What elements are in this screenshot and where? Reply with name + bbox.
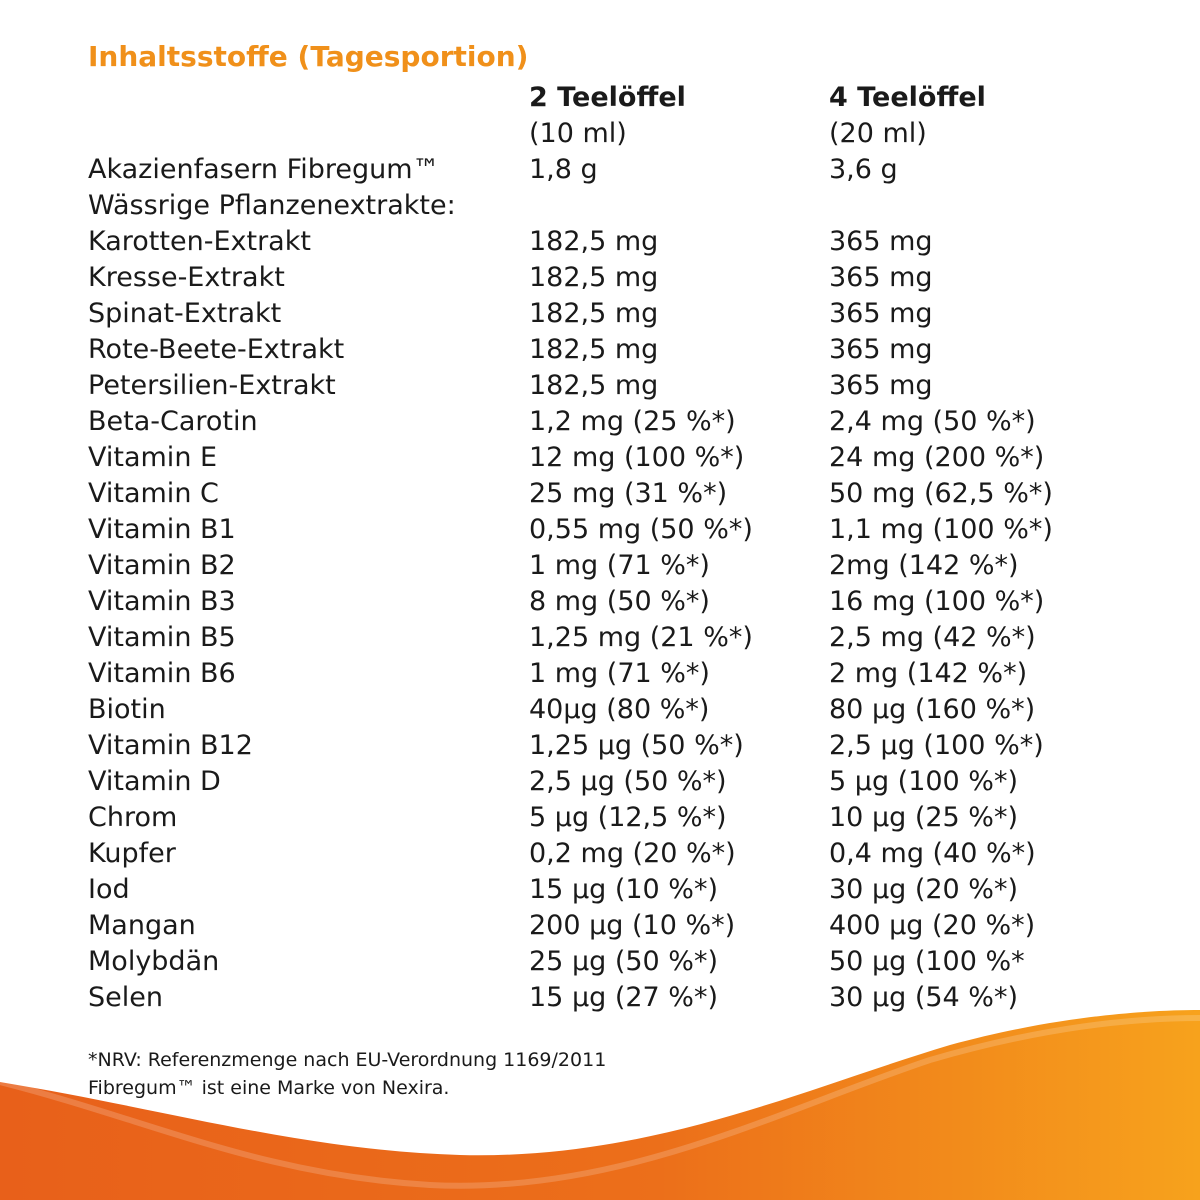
ingredient-name: Vitamin B5 [88, 622, 236, 653]
column-header-label: 2 Teelöffel [529, 82, 686, 113]
table-row [0, 476, 1200, 512]
ingredients-table [0, 152, 1200, 1016]
amount-4-teeloeffel: 30 µg (20 %*) [829, 874, 1018, 905]
ingredient-name: Molybdän [88, 946, 220, 977]
amount-4-teeloeffel: 10 µg (25 %*) [829, 802, 1018, 833]
amount-2-teeloeffel: 12 mg (100 %*) [529, 442, 745, 473]
amount-4-teeloeffel: 80 µg (160 %*) [829, 694, 1036, 725]
ingredient-name: Mangan [88, 910, 196, 941]
amount-2-teeloeffel: 1,2 mg (25 %*) [529, 406, 736, 437]
ingredient-name: Kresse-Extrakt [88, 262, 285, 293]
table-row [0, 440, 1200, 476]
amount-4-teeloeffel: 365 mg [829, 262, 933, 293]
amount-4-teeloeffel: 365 mg [829, 370, 933, 401]
table-row [0, 548, 1200, 584]
amount-2-teeloeffel: 15 µg (27 %*) [529, 982, 718, 1013]
table-row [0, 404, 1200, 440]
amount-4-teeloeffel: 2,5 mg (42 %*) [829, 622, 1036, 653]
amount-4-teeloeffel: 24 mg (200 %*) [829, 442, 1045, 473]
ingredient-name: Vitamin B2 [88, 550, 236, 581]
amount-2-teeloeffel: 182,5 mg [529, 370, 659, 401]
amount-4-teeloeffel: 30 µg (54 %*) [829, 982, 1018, 1013]
amount-2-teeloeffel: 8 mg (50 %*) [529, 586, 710, 617]
table-row [0, 368, 1200, 404]
amount-2-teeloeffel: 25 mg (31 %*) [529, 478, 728, 509]
ingredient-name: Spinat-Extrakt [88, 298, 282, 329]
amount-2-teeloeffel: 182,5 mg [529, 226, 659, 257]
table-row [0, 692, 1200, 728]
amount-2-teeloeffel: 0,55 mg (50 %*) [529, 514, 753, 545]
table-row [0, 332, 1200, 368]
amount-2-teeloeffel: 40µg (80 %*) [529, 694, 710, 725]
ingredient-name: Vitamin D [88, 766, 221, 797]
table-row [0, 296, 1200, 332]
amount-4-teeloeffel: 2mg (142 %*) [829, 550, 1019, 581]
amount-4-teeloeffel: 400 µg (20 %*) [829, 910, 1036, 941]
amount-4-teeloeffel: 16 mg (100 %*) [829, 586, 1045, 617]
amount-2-teeloeffel: 2,5 µg (50 %*) [529, 766, 727, 797]
amount-4-teeloeffel: 365 mg [829, 226, 933, 257]
ingredient-name: Petersilien-Extrakt [88, 370, 336, 401]
amount-2-teeloeffel: 182,5 mg [529, 334, 659, 365]
amount-4-teeloeffel: 5 µg (100 %*) [829, 766, 1018, 797]
ingredient-name: Vitamin B12 [88, 730, 253, 761]
ingredient-name: Vitamin B3 [88, 586, 236, 617]
amount-4-teeloeffel: 2,4 mg (50 %*) [829, 406, 1036, 437]
table-row [0, 800, 1200, 836]
ingredient-name: Selen [88, 982, 163, 1013]
amount-4-teeloeffel: 365 mg [829, 298, 933, 329]
amount-2-teeloeffel: 1 mg (71 %*) [529, 658, 710, 689]
table-row [0, 872, 1200, 908]
amount-2-teeloeffel: 200 µg (10 %*) [529, 910, 736, 941]
amount-2-teeloeffel: 5 µg (12,5 %*) [529, 802, 727, 833]
column-header-sub: (20 ml) [829, 118, 927, 149]
column-header-label: 4 Teelöffel [829, 82, 986, 113]
table-row [0, 224, 1200, 260]
ingredient-name: Karotten-Extrakt [88, 226, 311, 257]
amount-2-teeloeffel: 182,5 mg [529, 262, 659, 293]
ingredient-name: Akazienfasern Fibregum™ [88, 154, 440, 185]
footnote-trademark: Fibregum™ ist eine Marke von Nexira. [88, 1077, 450, 1099]
amount-4-teeloeffel: 2 mg (142 %*) [829, 658, 1028, 689]
amount-2-teeloeffel: 1,8 g [529, 154, 598, 185]
amount-4-teeloeffel: 3,6 g [829, 154, 898, 185]
ingredient-name: Wässrige Pflanzenextrakte: [88, 190, 456, 221]
footnotes [88, 1046, 606, 1102]
table-row [0, 944, 1200, 980]
amount-2-teeloeffel: 1 mg (71 %*) [529, 550, 710, 581]
amount-4-teeloeffel: 50 mg (62,5 %*) [829, 478, 1053, 509]
table-row [0, 512, 1200, 548]
footnote-nrv: *NRV: Referenzmenge nach EU-Verordnung 1169/2011 [88, 1049, 607, 1071]
ingredient-name: Iod [88, 874, 130, 905]
page-title: Inhaltsstoffe (Tagesportion) [88, 40, 529, 73]
ingredient-name: Vitamin C [88, 478, 219, 509]
column-header-4-teeloeffel [829, 80, 986, 152]
amount-4-teeloeffel: 1,1 mg (100 %*) [829, 514, 1053, 545]
ingredient-name: Rote-Beete-Extrakt [88, 334, 345, 365]
ingredient-name: Chrom [88, 802, 178, 833]
ingredient-name: Beta-Carotin [88, 406, 258, 437]
amount-2-teeloeffel: 182,5 mg [529, 298, 659, 329]
amount-4-teeloeffel: 50 µg (100 %* [829, 946, 1025, 977]
table-row [0, 836, 1200, 872]
column-header-2-teeloeffel [529, 80, 686, 152]
amount-4-teeloeffel: 2,5 µg (100 %*) [829, 730, 1044, 761]
amount-4-teeloeffel: 365 mg [829, 334, 933, 365]
table-row [0, 620, 1200, 656]
amount-4-teeloeffel: 0,4 mg (40 %*) [829, 838, 1036, 869]
ingredient-name: Vitamin B6 [88, 658, 236, 689]
table-row [0, 980, 1200, 1016]
ingredient-name: Kupfer [88, 838, 176, 869]
table-row [0, 764, 1200, 800]
table-row [0, 152, 1200, 188]
column-header-sub: (10 ml) [529, 118, 627, 149]
table-row [0, 584, 1200, 620]
amount-2-teeloeffel: 25 µg (50 %*) [529, 946, 718, 977]
table-row [0, 728, 1200, 764]
table-row [0, 656, 1200, 692]
table-row [0, 188, 1200, 224]
ingredient-name: Biotin [88, 694, 166, 725]
table-row [0, 908, 1200, 944]
amount-2-teeloeffel: 1,25 µg (50 %*) [529, 730, 744, 761]
amount-2-teeloeffel: 15 µg (10 %*) [529, 874, 718, 905]
amount-2-teeloeffel: 1,25 mg (21 %*) [529, 622, 753, 653]
ingredient-name: Vitamin B1 [88, 514, 236, 545]
amount-2-teeloeffel: 0,2 mg (20 %*) [529, 838, 736, 869]
ingredient-name: Vitamin E [88, 442, 218, 473]
table-row [0, 260, 1200, 296]
